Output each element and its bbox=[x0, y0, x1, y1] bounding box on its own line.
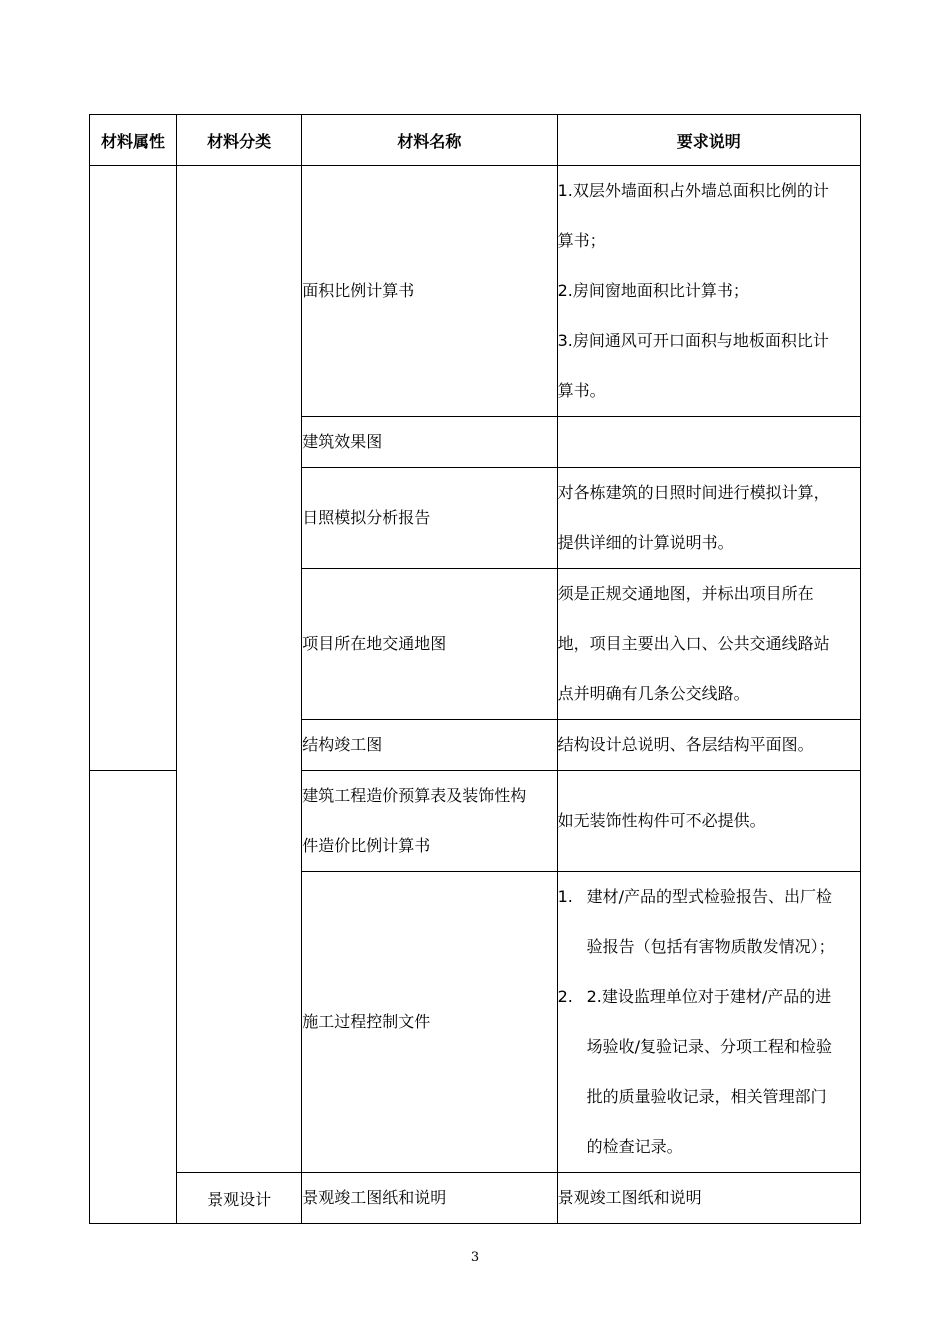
material-name-cell: 项目所在地交通地图 bbox=[302, 569, 557, 720]
requirement-line: 提供详细的计算说明书。 bbox=[557, 533, 734, 552]
attribute-cell bbox=[90, 771, 177, 1224]
requirement-line: 算书； bbox=[557, 231, 606, 250]
requirement-line: 如无装饰性构件可不必提供。 bbox=[557, 811, 766, 830]
category-cell bbox=[177, 166, 302, 1173]
materials-table bbox=[89, 114, 861, 1224]
header-material-category: 材料分类 bbox=[177, 115, 302, 166]
requirement-line: 场验收/复验记录、分项工程和检验 bbox=[586, 1037, 832, 1056]
material-name-cell: 结构竣工图 bbox=[302, 720, 557, 771]
material-name-cell: 施工过程控制文件 bbox=[302, 872, 557, 1173]
requirement-list-item bbox=[558, 972, 860, 1172]
attribute-cell bbox=[90, 166, 177, 771]
requirement-cell bbox=[557, 771, 860, 872]
requirement-cell bbox=[557, 417, 860, 468]
requirement-line: 结构设计总说明、各层结构平面图。 bbox=[557, 735, 814, 754]
category-cell: 景观设计 bbox=[177, 1173, 302, 1224]
requirement-cell bbox=[557, 468, 860, 569]
requirement-line: 建材/产品的型式检验报告、出厂检 bbox=[586, 887, 832, 906]
requirement-line: 须是正规交通地图，并标出项目所在 bbox=[557, 584, 814, 603]
requirement-line: 1.双层外墙面积占外墙总面积比例的计 bbox=[557, 181, 829, 200]
requirement-line: 3.房间通风可开口面积与地板面积比计 bbox=[557, 331, 829, 350]
header-material-name: 材料名称 bbox=[302, 115, 557, 166]
material-name-cell: 建筑效果图 bbox=[302, 417, 557, 468]
material-name-cell: 面积比例计算书 bbox=[302, 166, 557, 417]
material-name-line: 建筑工程造价预算表及装饰性构 bbox=[302, 786, 527, 805]
list-number: 2. bbox=[557, 987, 573, 1006]
requirement-line: 验报告（包括有害物质散发情况）； bbox=[586, 937, 835, 956]
requirement-cell bbox=[557, 1173, 860, 1224]
requirement-cell bbox=[557, 166, 860, 417]
requirement-list bbox=[558, 872, 860, 1172]
requirement-line: 2.建设监理单位对于建材/产品的进 bbox=[586, 987, 832, 1006]
table-header-row bbox=[90, 115, 861, 166]
requirement-line: 的检查记录。 bbox=[586, 1137, 683, 1156]
material-name-cell bbox=[302, 771, 557, 872]
requirement-cell bbox=[557, 872, 860, 1173]
requirement-line: 对各栋建筑的日照时间进行模拟计算， bbox=[557, 483, 830, 502]
material-name-line: 件造价比例计算书 bbox=[302, 836, 431, 855]
material-name-cell: 景观竣工图纸和说明 bbox=[302, 1173, 557, 1224]
material-name-cell: 日照模拟分析报告 bbox=[302, 468, 557, 569]
requirement-list-item bbox=[558, 872, 860, 972]
requirement-line: 算书。 bbox=[557, 381, 606, 400]
requirement-line: 2.房间窗地面积比计算书； bbox=[557, 281, 749, 300]
header-requirement: 要求说明 bbox=[557, 115, 860, 166]
requirement-cell bbox=[557, 569, 860, 720]
requirement-line: 景观竣工图纸和说明 bbox=[557, 1188, 702, 1207]
requirement-cell bbox=[557, 720, 860, 771]
table-row bbox=[90, 166, 861, 417]
requirement-line: 点并明确有几条公交线路。 bbox=[557, 684, 750, 703]
header-material-attribute: 材料属性 bbox=[90, 115, 177, 166]
page-number: 3 bbox=[470, 1250, 480, 1265]
requirement-line: 批的质量验收记录，相关管理部门 bbox=[586, 1087, 827, 1106]
list-number: 1. bbox=[557, 887, 573, 906]
table-row bbox=[90, 1173, 861, 1224]
requirement-line: 地，项目主要出入口、公共交通线路站 bbox=[557, 634, 830, 653]
